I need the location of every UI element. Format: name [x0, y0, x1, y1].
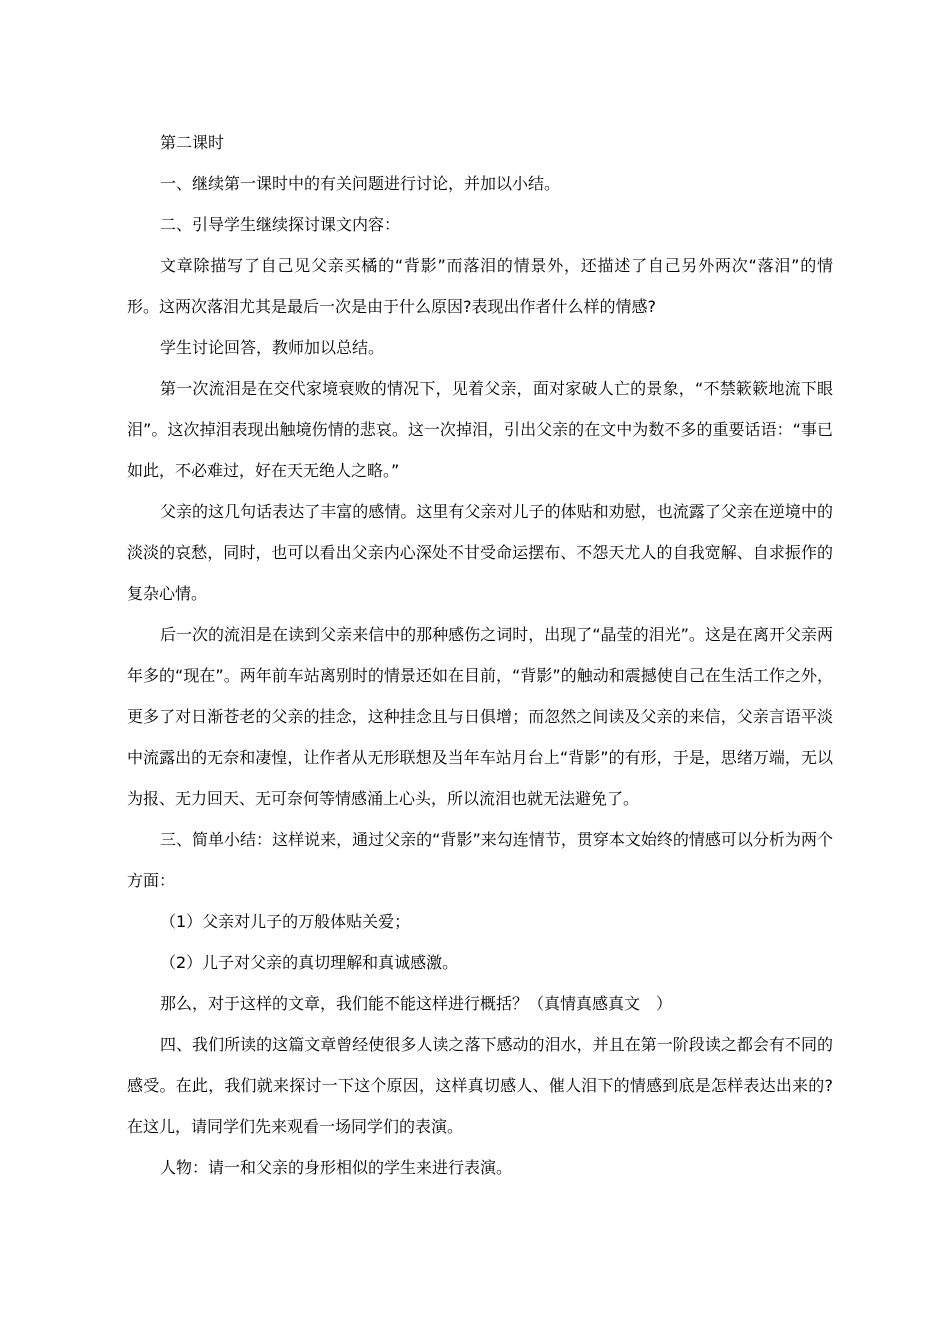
paragraph-father-words: 父亲的这几句话表达了丰富的感情。这里有父亲对儿子的体贴和劝慰，也流露了父亲在逆境中的淡淡的哀愁，同时，也可以看出父亲内心深处不甘受命运摆布、不怨天尤人的自我宽解、自求振作的复杂心情。: [127, 502, 833, 603]
paragraph-last-tears: 后一次的流泪是在读到父亲来信中的那种感伤之词时，出现了“晶莹的泪光”。这是在离开父亲两年多的“现在”。两年前车站离别时的情景还如在目前，“背影”的触动和震撼使自己在生活工作之外，更多了对日渐苍老的父亲的挂念，这种挂念且与日俱增；而忽然之间读及父亲的来信，父亲言语平淡中流露出的无奈和凄惶，让作者从无形联想及当年车站月台上“背影”的有形，于是，思绪万端，无以为报、无力回天、无可奈何等情感涌上心头，所以流泪也就无法避免了。: [127, 625, 833, 808]
paragraph-characters: 人物：请一和父亲的身形相似的学生来进行表演。: [160, 1158, 513, 1177]
paragraph-step-one: 一、继续第一课时中的有关问题进行讨论，并加以小结。: [160, 174, 561, 193]
paragraph-point-one: （1）父亲对儿子的万般体贴关爱；: [160, 912, 411, 931]
paragraph-summary: 三、简单小结：这样说来，通过父亲的“背影”来勾连情节，贯穿本文始终的情感可以分析为两个方面：: [127, 830, 833, 890]
paragraph-first-tears: 第一次流泪是在交代家境衰败的情况下，见着父亲，面对家破人亡的景象，“不禁簌簌地流下眼泪”。这次掉泪表现出触境伤情的悲哀。这一次掉泪，引出父亲的在文中为数不多的重要话语：“事已如此，不必难过，好在天无绝人之略。”: [127, 379, 833, 480]
paragraph-discussion: 学生讨论回答，教师加以总结。: [160, 338, 385, 357]
document-body: [127, 122, 833, 1188]
paragraph-point-two: （2）儿子对父亲的真切理解和真诚感激。: [160, 953, 459, 972]
paragraph-step-four: 四、我们所读的这篇文章曾经使很多人读之落下感动的泪水，并且在第一阶段读之都会有不同的感受。在此，我们就来探讨一下这个原因，这样真切感人、催人泪下的情感到底是怎样表达出来的?在这儿，请同学们先来观看一场同学们的表演。: [127, 1035, 833, 1136]
paragraph-step-two: 二、引导学生继续探讨课文内容：: [160, 215, 401, 234]
paragraph-question: 文章除描写了自己见父亲买橘的“背影”而落泪的情景外，还描述了自己另外两次“落泪”的情形。这两次落泪尤其是最后一次是由于什么原因?表现出作者什么样的情感?: [127, 256, 833, 316]
paragraph-conclusion-question: 那么，对于这样的文章，我们能不能这样进行概括？（真情真感真文 ）: [160, 994, 673, 1013]
lesson-heading: 第二课时: [160, 133, 225, 152]
